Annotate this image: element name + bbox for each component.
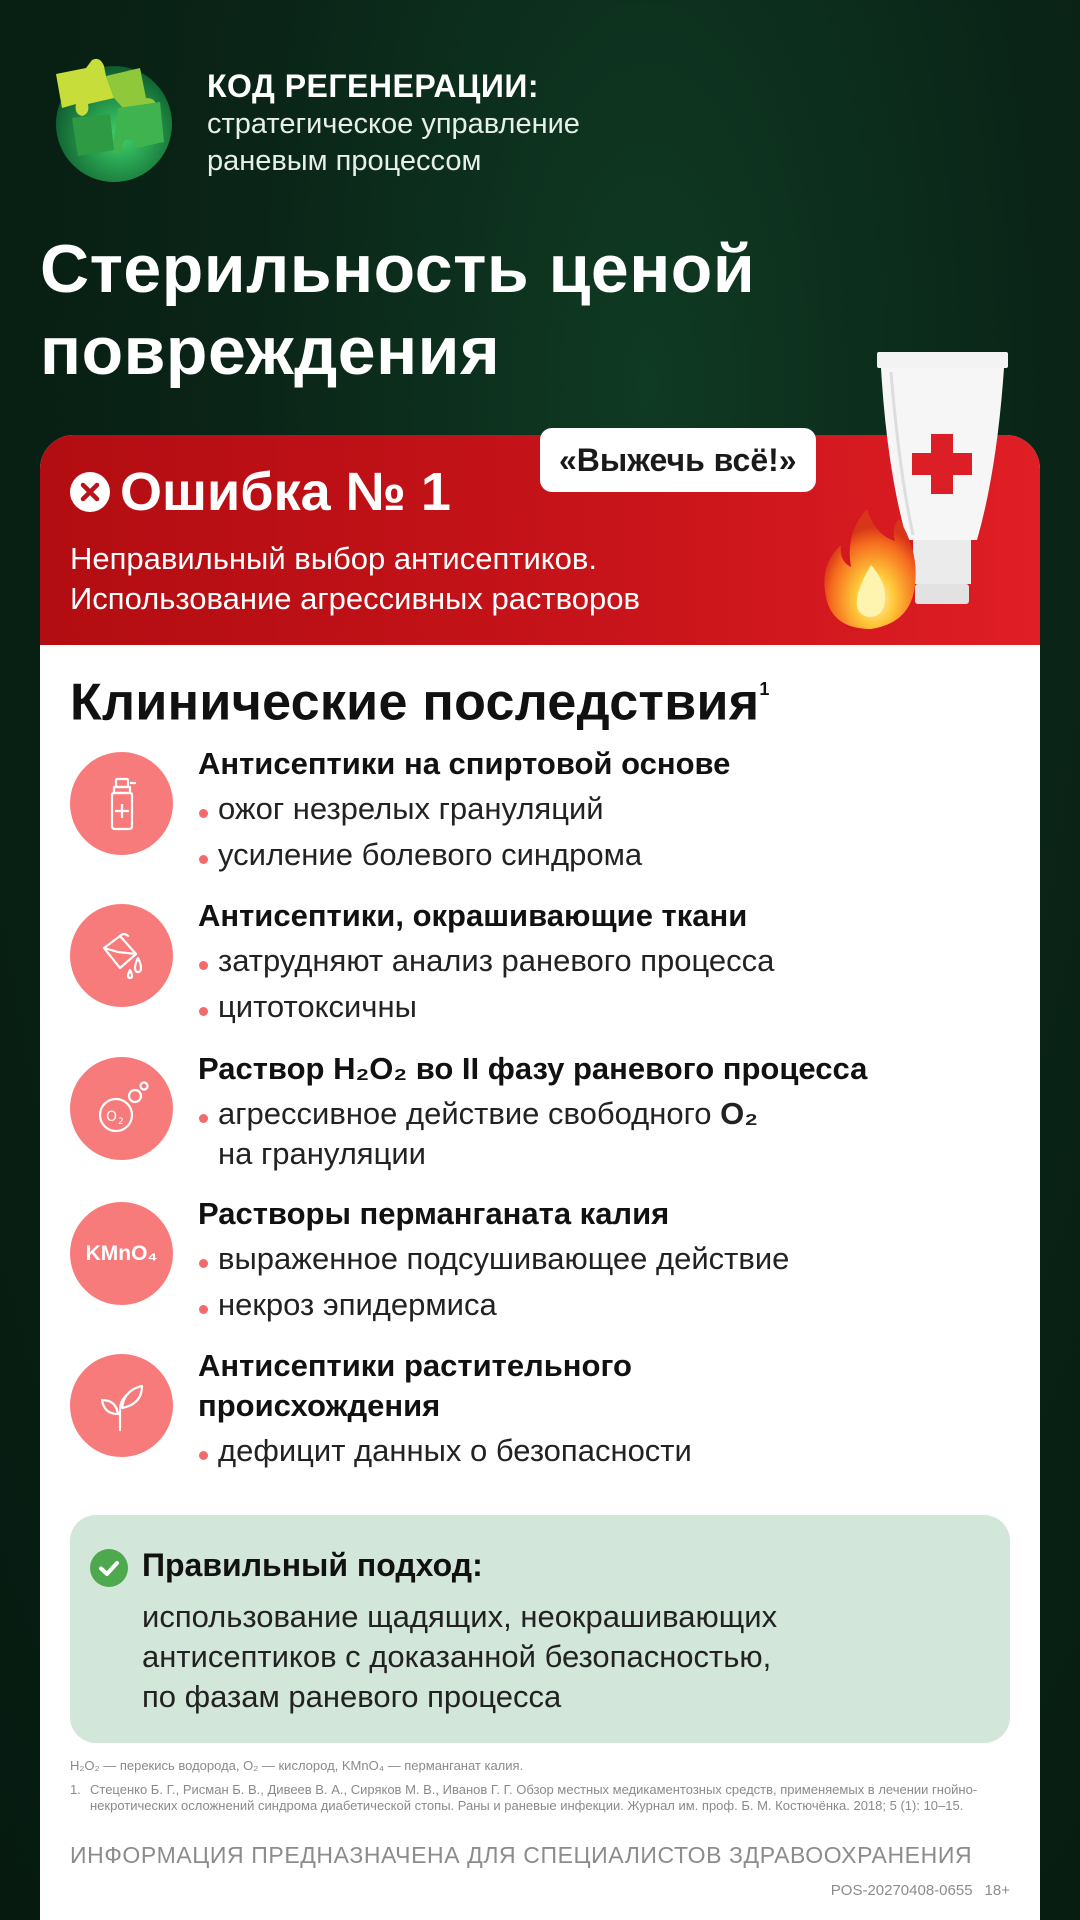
puzzle-logo-icon [48, 58, 180, 184]
approach-line1: использование щадящих, неокрашивающих [142, 1599, 778, 1634]
reference-number: 1. [70, 1782, 81, 1797]
error-desc-line2: Использование агрессивных растворов [70, 581, 640, 616]
document-code [831, 1882, 1010, 1899]
age-rating: 18+ [984, 1882, 1010, 1899]
item-heading-line1: Антисептики растительного [198, 1348, 632, 1383]
bullet-item: дефицит данных о безопасности [198, 1431, 1018, 1471]
error-desc-line1: Неправильный выбор антисептиков. [70, 541, 597, 576]
bullet-item: некроз эпидермиса [198, 1285, 1018, 1325]
item-heading: Антисептики на спиртовой основе [198, 746, 731, 781]
approach-line2: антисептиков с доказанной безопасностью, [142, 1639, 772, 1674]
bullet-text: агрессивное действие свободного [218, 1096, 712, 1131]
bullet-item [198, 1094, 1018, 1174]
bullet-item: усиление болевого синдрома [198, 835, 1018, 875]
item-heading: Растворы перманганата калия [198, 1196, 670, 1231]
item-heading: Антисептики, окрашивающие ткани [198, 898, 748, 933]
doc-code: POS-20270408-0655 [830, 1882, 973, 1899]
approach-text [142, 1597, 992, 1717]
reference-mark: 1 [759, 679, 770, 699]
close-circle-icon [70, 472, 110, 512]
abbreviations-note: H₂O₂ — перекись водорода, O₂ — кислород, KMnO₄ — перманганат калия. [70, 1758, 524, 1773]
kmno4-label: KMnO₄ [85, 1241, 158, 1265]
error-title: Ошибка № 1 [120, 462, 451, 522]
approach-line3: по фазам раневого процесса [142, 1679, 562, 1714]
spray-bottle-icon [70, 752, 173, 855]
item-heading: Раствор H₂O₂ во II фазу раневого процесса [198, 1051, 868, 1086]
section-title-text: Клинические последствия [70, 673, 760, 732]
reference-text: Стеценко Б. Г., Рисман Б. В., Дивеев В. А., Сиряков М. В., Иванов Г. Г. Обзор местных медикаментозных средств, применяемых в лечении гнойно-некротических осложнений синдрома диабетической стопы. Раны и раневые инфекции. Журнал им. проф. Б. М. Костючёнка. 2018; 5 (1): 10–15. [90, 1782, 978, 1813]
page-title [40, 228, 860, 392]
correct-approach-box [70, 1515, 1010, 1743]
header-title: КОД РЕГЕНЕРАЦИИ: [207, 68, 539, 104]
page-title-line2: повреждения [40, 313, 501, 389]
check-circle-icon [90, 1549, 128, 1587]
fire-icon [815, 505, 925, 635]
content-card [40, 435, 1040, 1920]
leaf-icon [70, 1354, 173, 1457]
svg-text:2: 2 [117, 1116, 124, 1127]
bullet-item: выраженное подсушивающее действие [198, 1239, 1018, 1279]
professional-disclaimer: ИНФОРМАЦИЯ ПРЕДНАЗНАЧЕНА ДЛЯ СПЕЦИАЛИСТОВ ЗДРАВООХРАНЕНИЯ [70, 1842, 973, 1868]
section-title [70, 663, 770, 734]
page-title-line1: Стерильность ценой [40, 231, 756, 307]
svg-text:O: O [105, 1108, 117, 1125]
header-subtitle-line1: стратегическое управление [207, 108, 580, 140]
kmno4-formula-icon [70, 1202, 173, 1305]
dye-bucket-icon [70, 904, 173, 1007]
oxygen-bubbles-icon [70, 1057, 173, 1160]
reference-list [70, 1782, 1010, 1814]
bullet-item: ожог незрелых грануляций [198, 789, 1018, 829]
oxygen-formula: O₂ [720, 1096, 759, 1131]
quote-badge: «Выжечь всё!» [540, 428, 816, 492]
approach-title: Правильный подход: [142, 1547, 483, 1583]
bullet-continuation: на грануляции [218, 1136, 426, 1171]
header-subtitle-line2: раневым процессом [207, 145, 482, 177]
bullet-item: затрудняют анализ раневого процесса [198, 941, 1018, 981]
error-description [70, 539, 830, 619]
item-heading-line2: происхождения [198, 1388, 441, 1423]
bullet-item: цитотоксичны [198, 987, 1018, 1027]
